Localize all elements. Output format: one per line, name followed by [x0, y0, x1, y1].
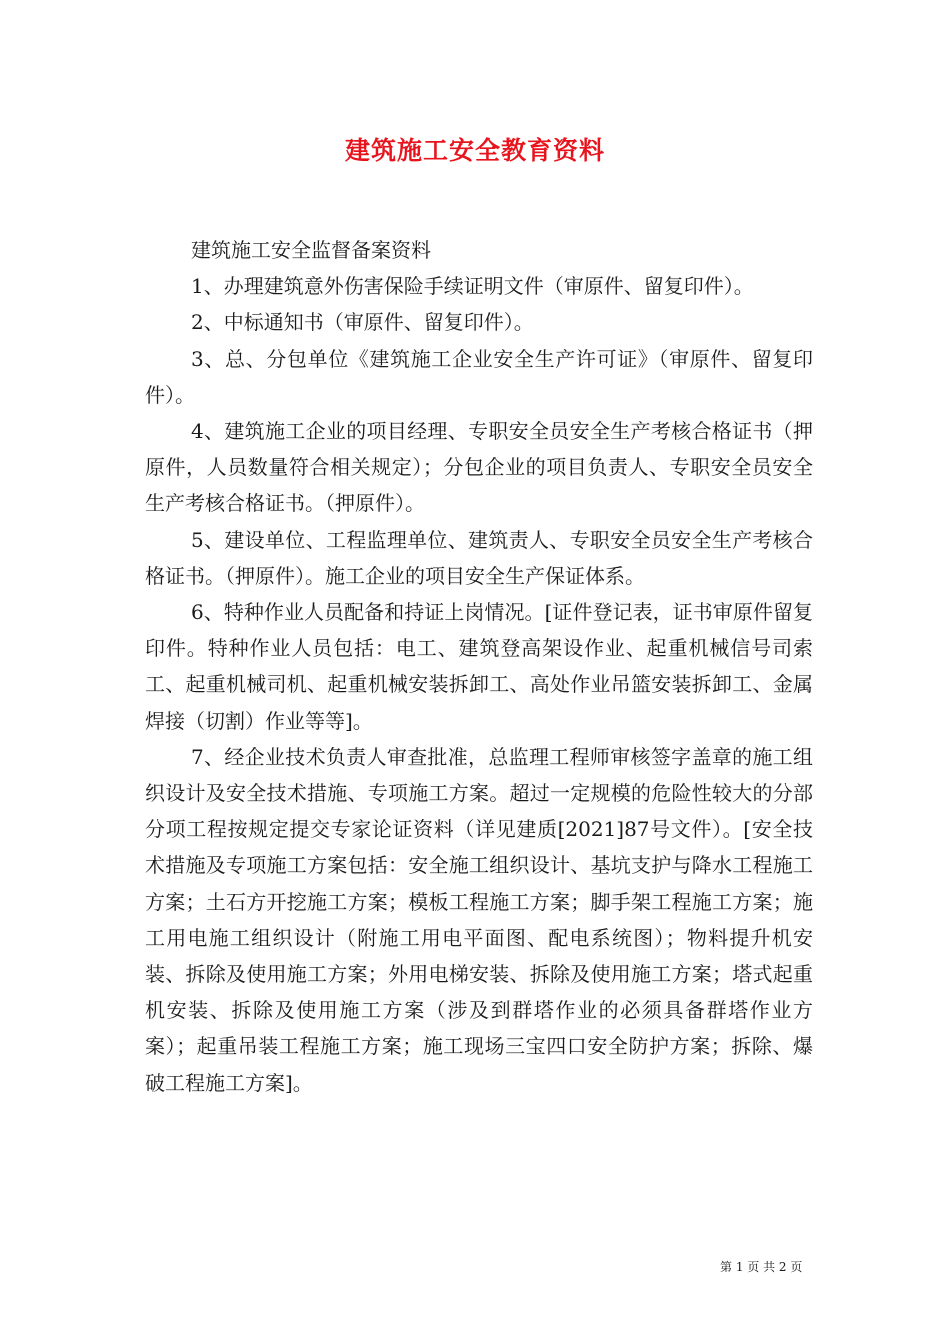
paragraph-item-4: 4、建筑施工企业的项目经理、专职安全员安全生产考核合格证书（押原件，人员数量符合相关规定）；分包企业的项目负责人、专职安全员安全生产考核合格证书。（押原件）。	[145, 419, 813, 516]
document-subtitle: 建筑施工安全监督备案资料	[191, 238, 431, 262]
document-body	[145, 232, 813, 1101]
paragraph-item-3: 3、总、分包单位《建筑施工企业安全生产许可证》（审原件、留复印件）。	[145, 346, 813, 407]
paragraph-item-5: 5、建设单位、工程监理单位、建筑责人、专职安全员安全生产考核合格证书。（押原件）。施工企业的项目安全生产保证体系。	[145, 527, 813, 588]
paragraph-item-1: 1、办理建筑意外伤害保险手续证明文件（审原件、留复印件）。	[191, 274, 754, 299]
paragraph-item-7: 7、经企业技术负责人审查批准，总监理工程师审核签字盖章的施工组织设计及安全技术措施、专项施工方案。超过一定规模的危险性较大的分部分项工程按规定提交专家论证资料（详见建质[2021]87号文件）。[安全技术措施及专项施工方案包括：安全施工组织设计、基坑支护与降水工程施工方案；土石方开挖施工方案；模板工程施工方案；脚手架工程施工方案；施工用电施工组织设计（附施工用电平面图、配电系统图）；物料提升机安装、拆除及使用施工方案；外用电梯安装、拆除及使用施工方案；塔式起重机安装、拆除及使用施工方案（涉及到群塔作业的必须具备群塔作业方案）；起重吊装工程施工方案；施工现场三宝四口安全防护方案；拆除、爆破工程施工方案]。	[145, 744, 813, 1095]
paragraph-item-6: 6、特种作业人员配备和持证上岗情况。[证件登记表，证书审原件留复印件。特种作业人员包括：电工、建筑登高架设作业、起重机械信号司索工、起重机械司机、起重机械安装拆卸工、高处作业吊篮安装拆卸工、金属焊接（切割）作业等等]。	[145, 600, 813, 733]
page-number-footer: 第 1 页 共 2 页	[720, 1260, 803, 1274]
document-title: 建筑施工安全教育资料	[344, 136, 605, 165]
paragraph-item-2: 2、中标通知书（审原件、留复印件）。	[191, 310, 534, 335]
